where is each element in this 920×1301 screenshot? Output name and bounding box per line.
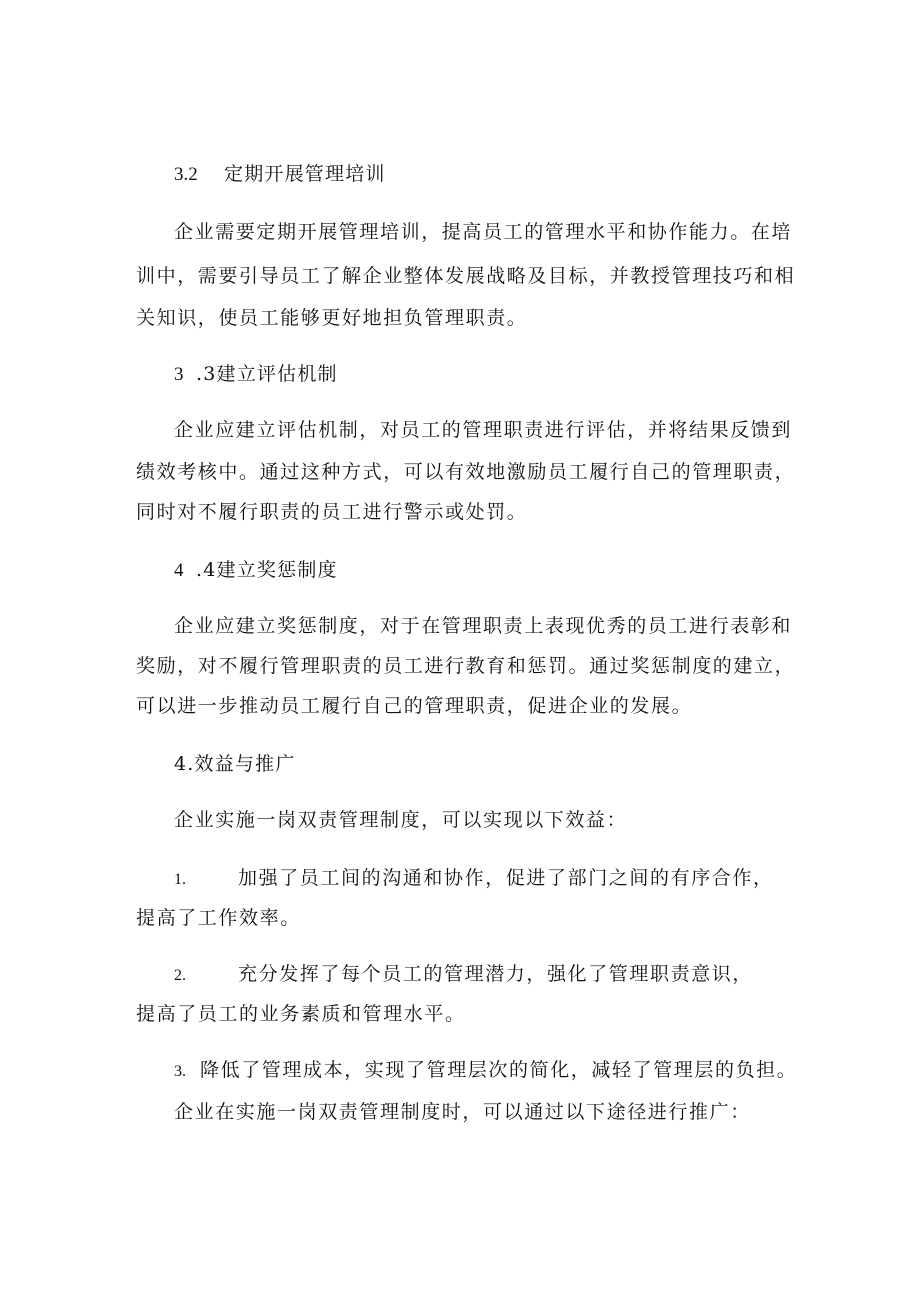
paragraph-line: 奖励，对不履行管理职责的员工进行教育和惩罚。通过奖惩制度的建立， bbox=[136, 655, 796, 677]
list-item-text: 加强了员工间的沟通和协作，促进了部门之间的有序合作， bbox=[238, 867, 774, 889]
list-item-text: 降低了管理成本，实现了管理层次的简化，减轻了管理层的负担。 bbox=[200, 1059, 798, 1081]
paragraph-line: 企业应建立奖惩制度，对于在管理职责上表现优秀的员工进行表彰和 bbox=[174, 615, 793, 637]
section-title: 定期开展管理培训 bbox=[224, 163, 386, 185]
list-item-number: 2. bbox=[174, 967, 186, 984]
section-title: .3建立评估机制 bbox=[196, 363, 338, 385]
list-item-2 bbox=[174, 962, 753, 988]
list-item-1 bbox=[174, 866, 774, 892]
section-heading-3-3 bbox=[174, 362, 338, 387]
paragraph-line: 企业应建立评估机制，对员工的管理职责进行评估，并将结果反馈到 bbox=[174, 419, 793, 441]
list-item-3 bbox=[174, 1058, 797, 1084]
paragraph-line: 企业需要定期开展管理培训，提高员工的管理水平和协作能力。在培 bbox=[174, 221, 793, 243]
list-item-continuation: 提高了员工的业务素质和管理水平。 bbox=[136, 1003, 466, 1025]
list-item-number: 3. bbox=[174, 1063, 186, 1080]
section-number: 4 bbox=[174, 560, 184, 581]
paragraph-line: 可以进一步推动员工履行自己的管理职责，促进企业的发展。 bbox=[136, 695, 693, 717]
section-title: .4建立奖惩制度 bbox=[196, 559, 338, 581]
paragraph-line: 关知识，使员工能够更好地担负管理职责。 bbox=[136, 307, 528, 329]
list-item-continuation: 提高了工作效率。 bbox=[136, 907, 301, 929]
section-number: 3 bbox=[174, 364, 184, 385]
benefits-intro: 企业实施一岗双责管理制度，可以实现以下效益： bbox=[174, 809, 628, 831]
section-number: 3.2 bbox=[174, 164, 198, 185]
section-heading-4-4 bbox=[174, 558, 338, 583]
paragraph-line: 绩效考核中。通过这种方式，可以有效地激励员工履行自己的管理职责， bbox=[136, 461, 796, 483]
closing-paragraph: 企业在实施一岗双责管理制度时，可以通过以下途径进行推广： bbox=[174, 1101, 751, 1123]
list-item-text: 充分发挥了每个员工的管理潜力，强化了管理职责意识， bbox=[238, 963, 754, 985]
section-heading-3-2 bbox=[174, 162, 386, 187]
paragraph-line: 训中，需要引导员工了解企业整体发展战略及目标，并教授管理技巧和相 bbox=[136, 265, 796, 287]
section-heading-4: 4.效益与推广 bbox=[174, 753, 296, 775]
list-item-number: 1. bbox=[174, 871, 186, 888]
paragraph-line: 同时对不履行职责的员工进行警示或处罚。 bbox=[136, 501, 528, 523]
